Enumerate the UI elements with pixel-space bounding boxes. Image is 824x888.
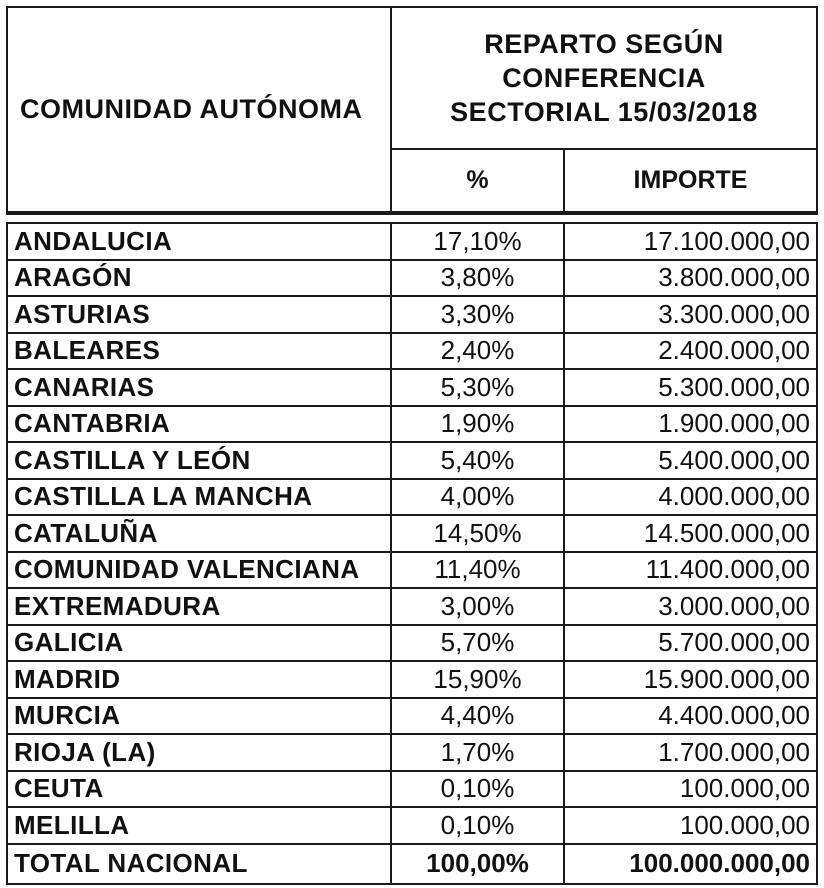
- header-importe: IMPORTE: [564, 149, 817, 213]
- percentage-cell: 3,30%: [391, 296, 564, 333]
- importe-cell: 5.700.000,00: [564, 625, 817, 662]
- percentage-cell: 0,10%: [391, 771, 564, 808]
- table-row: [7, 807, 817, 844]
- total-pct: 100,00%: [391, 844, 564, 884]
- table-row: [7, 333, 817, 370]
- table-row: [7, 296, 817, 333]
- percentage-cell: 5,40%: [391, 442, 564, 479]
- percentage-cell: 2,40%: [391, 333, 564, 370]
- table-row: [7, 771, 817, 808]
- community-name: RIOJA (LA): [7, 734, 391, 771]
- percentage-cell: 11,40%: [391, 552, 564, 589]
- community-name: CANTABRIA: [7, 406, 391, 443]
- total-name: TOTAL NACIONAL: [7, 844, 391, 884]
- header-pct: %: [391, 149, 564, 213]
- distribution-table-sheet: [6, 6, 816, 885]
- table-row: [7, 661, 817, 698]
- importe-cell: 4.400.000,00: [564, 698, 817, 735]
- importe-cell: 11.400.000,00: [564, 552, 817, 589]
- community-name: ANDALUCIA: [7, 223, 391, 260]
- table-row: [7, 625, 817, 662]
- importe-cell: 100.000,00: [564, 771, 817, 808]
- importe-cell: 14.500.000,00: [564, 515, 817, 552]
- table-row: [7, 588, 817, 625]
- community-name: EXTREMADURA: [7, 588, 391, 625]
- header-reparto-line3: SECTORIAL 15/03/2018: [450, 97, 758, 127]
- community-name: CASTILLA LA MANCHA: [7, 479, 391, 516]
- importe-cell: 1.700.000,00: [564, 734, 817, 771]
- percentage-cell: 4,40%: [391, 698, 564, 735]
- table-row: [7, 223, 817, 260]
- percentage-cell: 0,10%: [391, 807, 564, 844]
- importe-cell: 4.000.000,00: [564, 479, 817, 516]
- importe-cell: 3.800.000,00: [564, 260, 817, 297]
- community-name: MADRID: [7, 661, 391, 698]
- community-name: CATALUÑA: [7, 515, 391, 552]
- community-name: COMUNIDAD VALENCIANA: [7, 552, 391, 589]
- table-row: [7, 260, 817, 297]
- percentage-cell: 5,30%: [391, 369, 564, 406]
- importe-cell: 100.000,00: [564, 807, 817, 844]
- percentage-cell: 15,90%: [391, 661, 564, 698]
- header-separator: [7, 213, 817, 223]
- community-name: MURCIA: [7, 698, 391, 735]
- community-name: CASTILLA Y LEÓN: [7, 442, 391, 479]
- community-name: ARAGÓN: [7, 260, 391, 297]
- percentage-cell: 4,00%: [391, 479, 564, 516]
- community-name: CEUTA: [7, 771, 391, 808]
- header-reparto: [391, 7, 817, 149]
- table-row: [7, 479, 817, 516]
- header-reparto-line2: CONFERENCIA: [502, 63, 706, 93]
- percentage-cell: 1,70%: [391, 734, 564, 771]
- importe-cell: 3.000.000,00: [564, 588, 817, 625]
- importe-cell: 17.100.000,00: [564, 223, 817, 260]
- community-name: BALEARES: [7, 333, 391, 370]
- header-reparto-line1: REPARTO SEGÚN: [484, 29, 724, 59]
- importe-cell: 3.300.000,00: [564, 296, 817, 333]
- community-name: GALICIA: [7, 625, 391, 662]
- importe-cell: 1.900.000,00: [564, 406, 817, 443]
- percentage-cell: 3,80%: [391, 260, 564, 297]
- table-row: [7, 369, 817, 406]
- percentage-cell: 1,90%: [391, 406, 564, 443]
- data-rows: [7, 223, 817, 844]
- table-row: [7, 552, 817, 589]
- importe-cell: 15.900.000,00: [564, 661, 817, 698]
- percentage-cell: 17,10%: [391, 223, 564, 260]
- community-name: CANARIAS: [7, 369, 391, 406]
- community-name: MELILLA: [7, 807, 391, 844]
- importe-cell: 5.300.000,00: [564, 369, 817, 406]
- percentage-cell: 5,70%: [391, 625, 564, 662]
- distribution-table: [6, 6, 818, 885]
- percentage-cell: 14,50%: [391, 515, 564, 552]
- total-importe: 100.000.000,00: [564, 844, 817, 884]
- table-row: [7, 406, 817, 443]
- importe-cell: 2.400.000,00: [564, 333, 817, 370]
- table-row: [7, 442, 817, 479]
- total-row: [7, 844, 817, 884]
- header-community: COMUNIDAD AUTÓNOMA: [7, 7, 391, 213]
- table-row: [7, 698, 817, 735]
- importe-cell: 5.400.000,00: [564, 442, 817, 479]
- table-row: [7, 734, 817, 771]
- percentage-cell: 3,00%: [391, 588, 564, 625]
- community-name: ASTURIAS: [7, 296, 391, 333]
- header-row-top: [7, 7, 817, 149]
- table-row: [7, 515, 817, 552]
